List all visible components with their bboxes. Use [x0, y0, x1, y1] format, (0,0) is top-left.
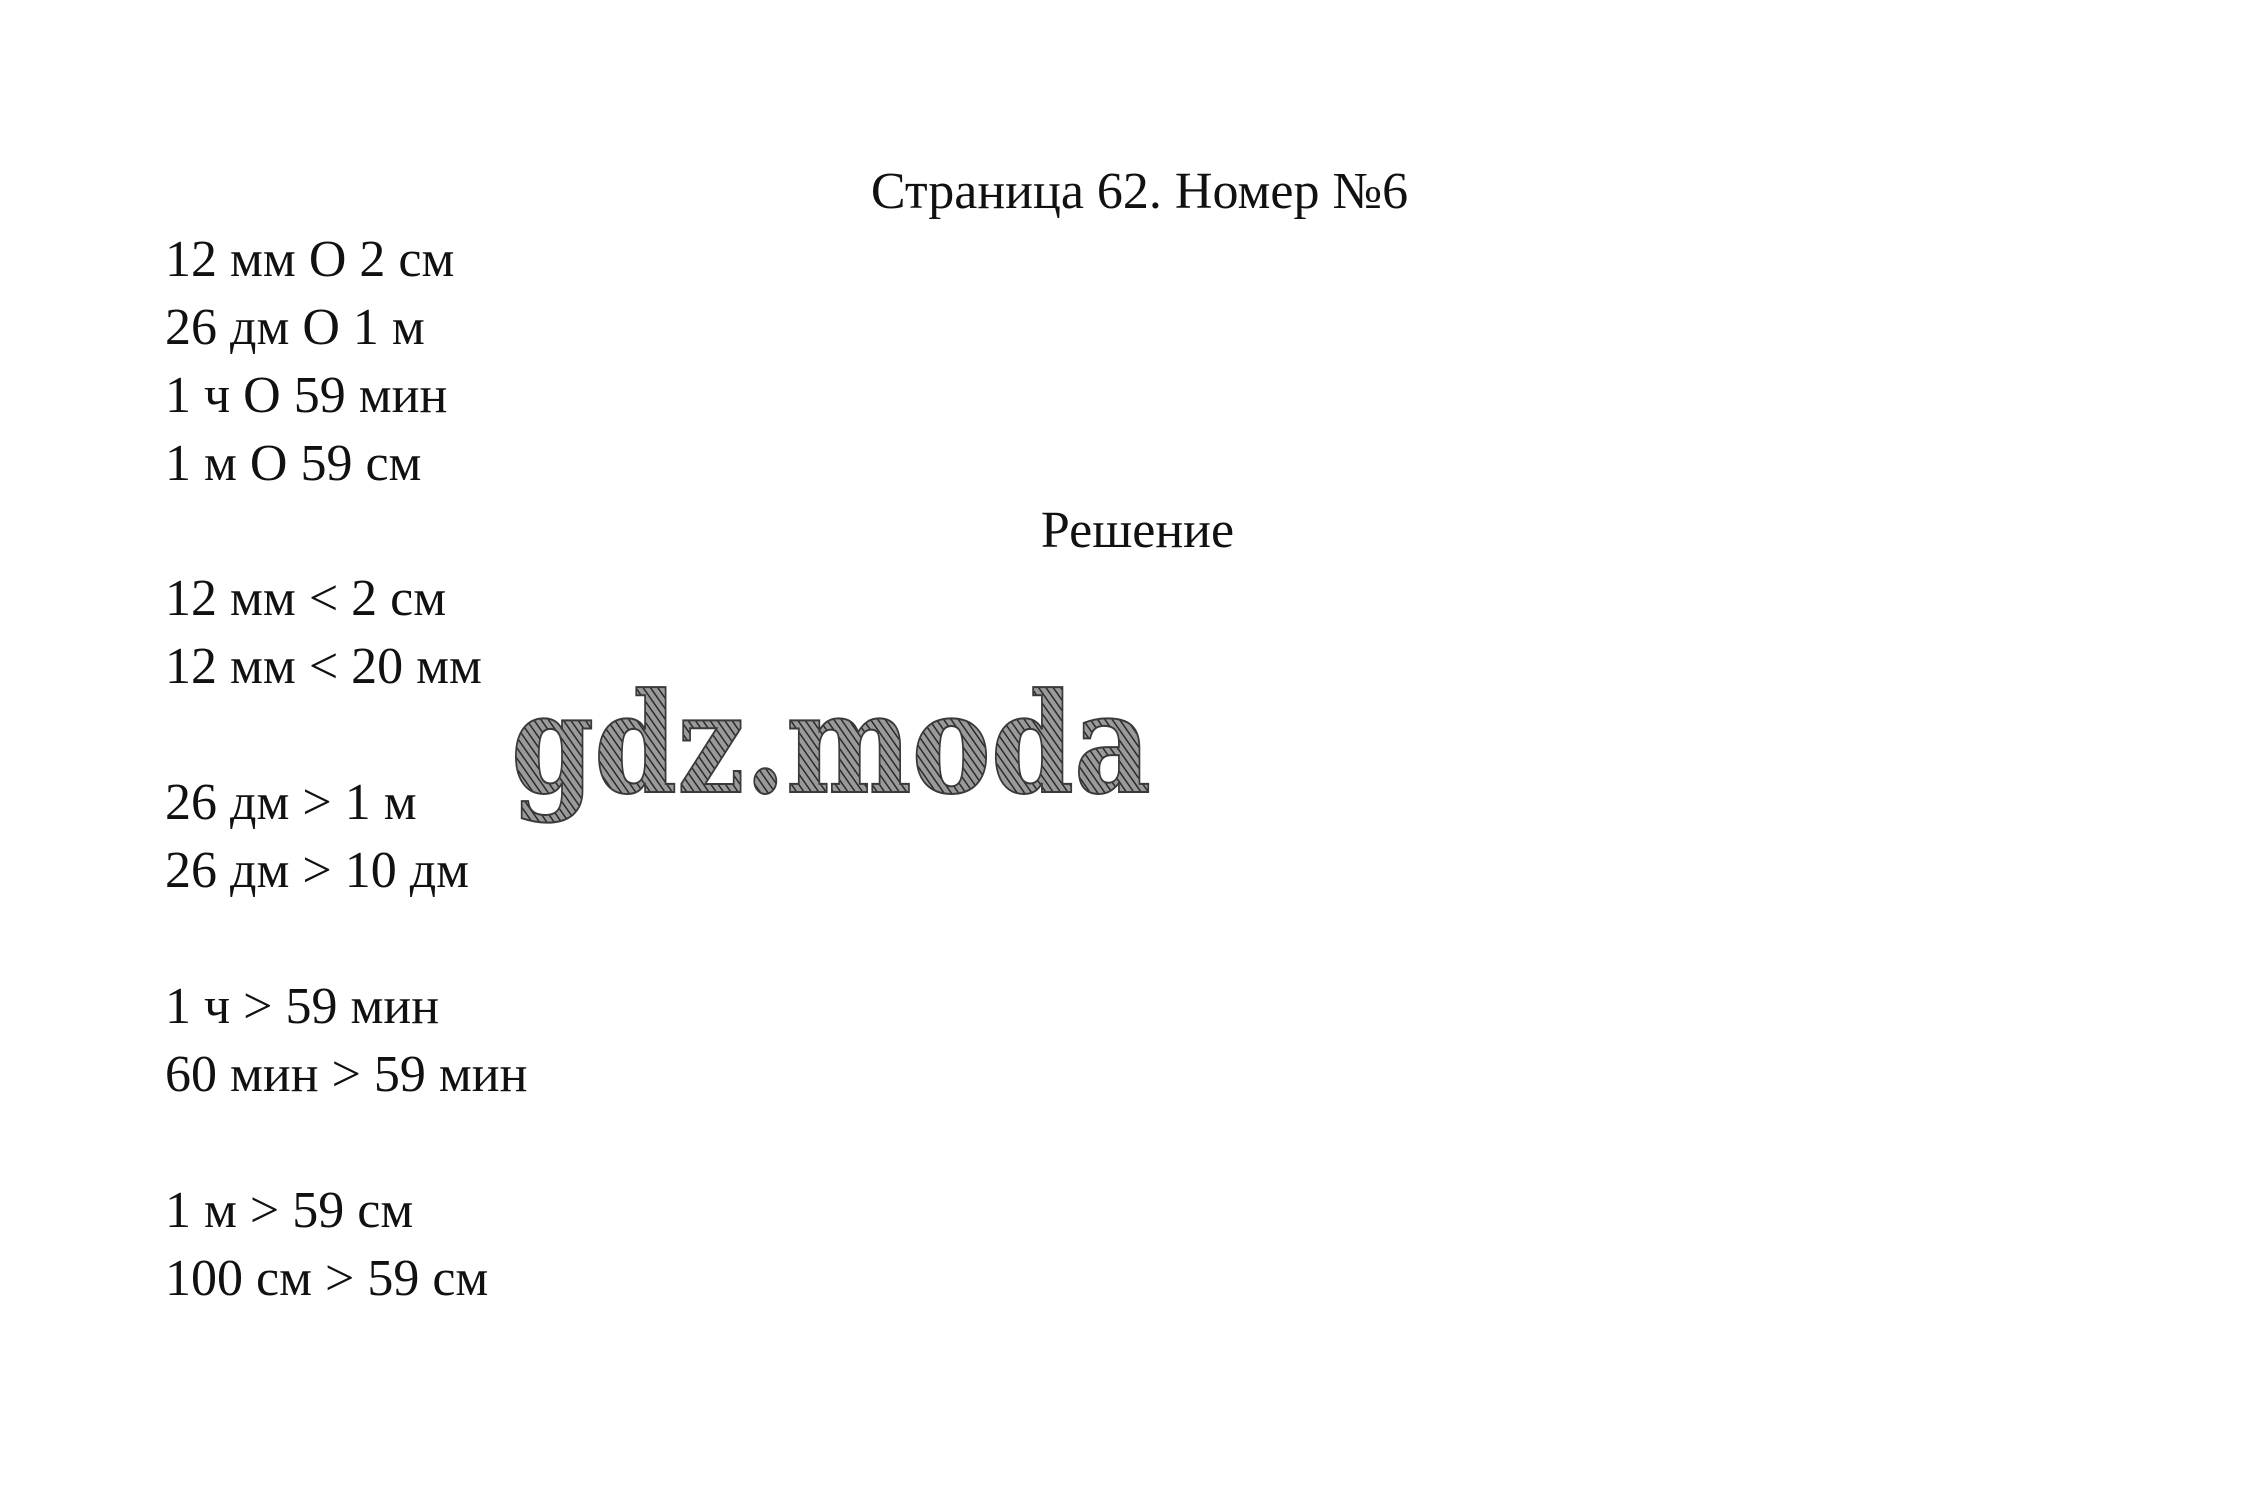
watermark-text: gdz.moda	[511, 662, 1151, 825]
watermark-logo	[505, 662, 1165, 840]
solution-line: 60 мин > 59 мин	[165, 1046, 528, 1103]
page-title	[0, 158, 2265, 226]
task-line: 26 дм О 1 м	[165, 299, 425, 356]
task-line: 1 ч О 59 мин	[165, 367, 448, 424]
solution-line: 26 дм > 1 м	[165, 774, 417, 831]
task-line: 12 мм О 2 см	[165, 231, 455, 288]
solution-line: 100 см > 59 см	[165, 1250, 489, 1307]
task-line: 1 м О 59 см	[165, 435, 422, 492]
solution-line: 26 дм > 10 дм	[165, 842, 470, 899]
solution-line: 1 м > 59 см	[165, 1182, 414, 1239]
solution-heading	[0, 497, 2265, 565]
solution-line: 12 мм < 20 мм	[165, 638, 482, 695]
solution-spacer	[165, 701, 527, 769]
page-title-text: Страница 62. Номер №6	[870, 163, 1409, 220]
task-block	[165, 226, 454, 498]
solution-block	[165, 565, 527, 1313]
solution-line: 1 ч > 59 мин	[165, 978, 440, 1035]
solution-heading-text: Решение	[1040, 502, 1235, 559]
solution-line: 12 мм < 2 см	[165, 570, 447, 627]
solution-spacer	[165, 905, 527, 973]
solution-spacer	[165, 1109, 527, 1177]
